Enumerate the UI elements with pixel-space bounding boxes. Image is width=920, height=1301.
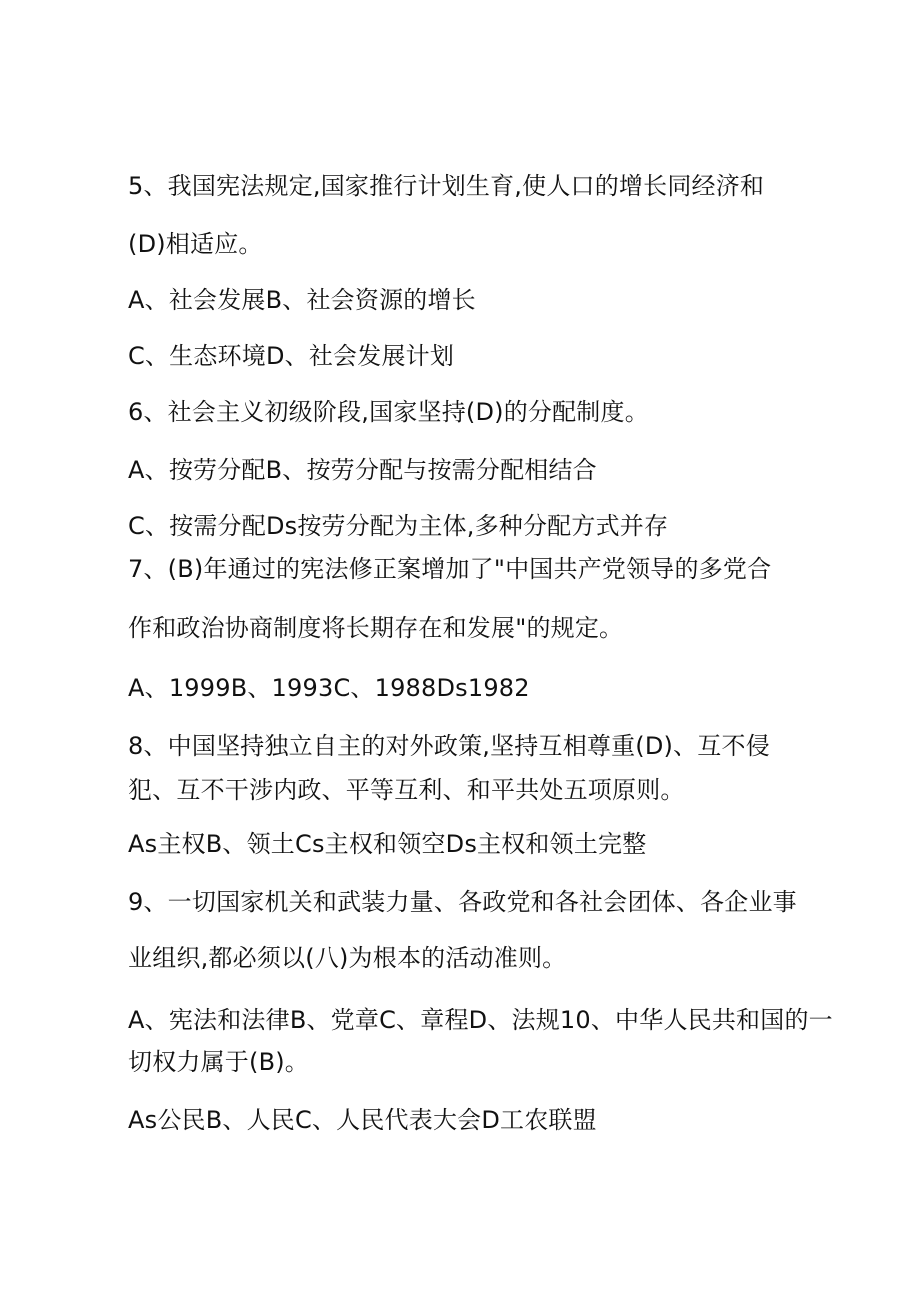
question-8-options: As主权B、领土Cs主权和领空Ds主权和领土完整 bbox=[128, 830, 647, 858]
question-6-options-ab: A、按劳分配B、按劳分配与按需分配相结合 bbox=[128, 456, 597, 484]
question-9-line-2: 业组织,都必须以(八)为根本的活动准则。 bbox=[128, 944, 567, 972]
question-10-line-2: 切权力属于(B)。 bbox=[128, 1048, 309, 1076]
question-5-line-2: (D)相适应。 bbox=[128, 230, 263, 258]
question-5-options-ab: A、社会发展B、社会资源的增长 bbox=[128, 286, 476, 314]
question-5-line-1: 5、我国宪法规定,国家推行计划生育,使人口的增长同经济和 bbox=[128, 172, 765, 200]
question-8-line-1: 8、中国坚持独立自主的对外政策,坚持互相尊重(D)、互不侵 bbox=[128, 732, 770, 760]
question-7-options: A、1999B、1993C、1988Ds1982 bbox=[128, 674, 530, 702]
question-7-line-2: 作和政治协商制度将长期存在和发展"的规定。 bbox=[128, 614, 624, 642]
question-5-options-cd: C、生态环境D、社会发展计划 bbox=[128, 342, 455, 370]
question-9-line-1: 9、一切国家机关和武装力量、各政党和各社会团体、各企业事 bbox=[128, 888, 797, 916]
question-8-line-2: 犯、互不干涉内政、平等互利、和平共处五项原则。 bbox=[128, 776, 685, 804]
question-6-options-cd: C、按需分配Ds按劳分配为主体,多种分配方式并存 bbox=[128, 512, 669, 540]
question-10-options: As公民B、人民C、人民代表大会D工农联盟 bbox=[128, 1106, 597, 1134]
question-7-line-1: 7、(B)年通过的宪法修正案增加了"中国共产党领导的多党合 bbox=[128, 555, 772, 583]
question-9-options-and-question-10-line-1: A、宪法和法律B、党章C、章程D、法规10、中华人民共和国的一 bbox=[128, 1006, 833, 1034]
question-6-line-1: 6、社会主义初级阶段,国家坚持(D)的分配制度。 bbox=[128, 398, 649, 426]
